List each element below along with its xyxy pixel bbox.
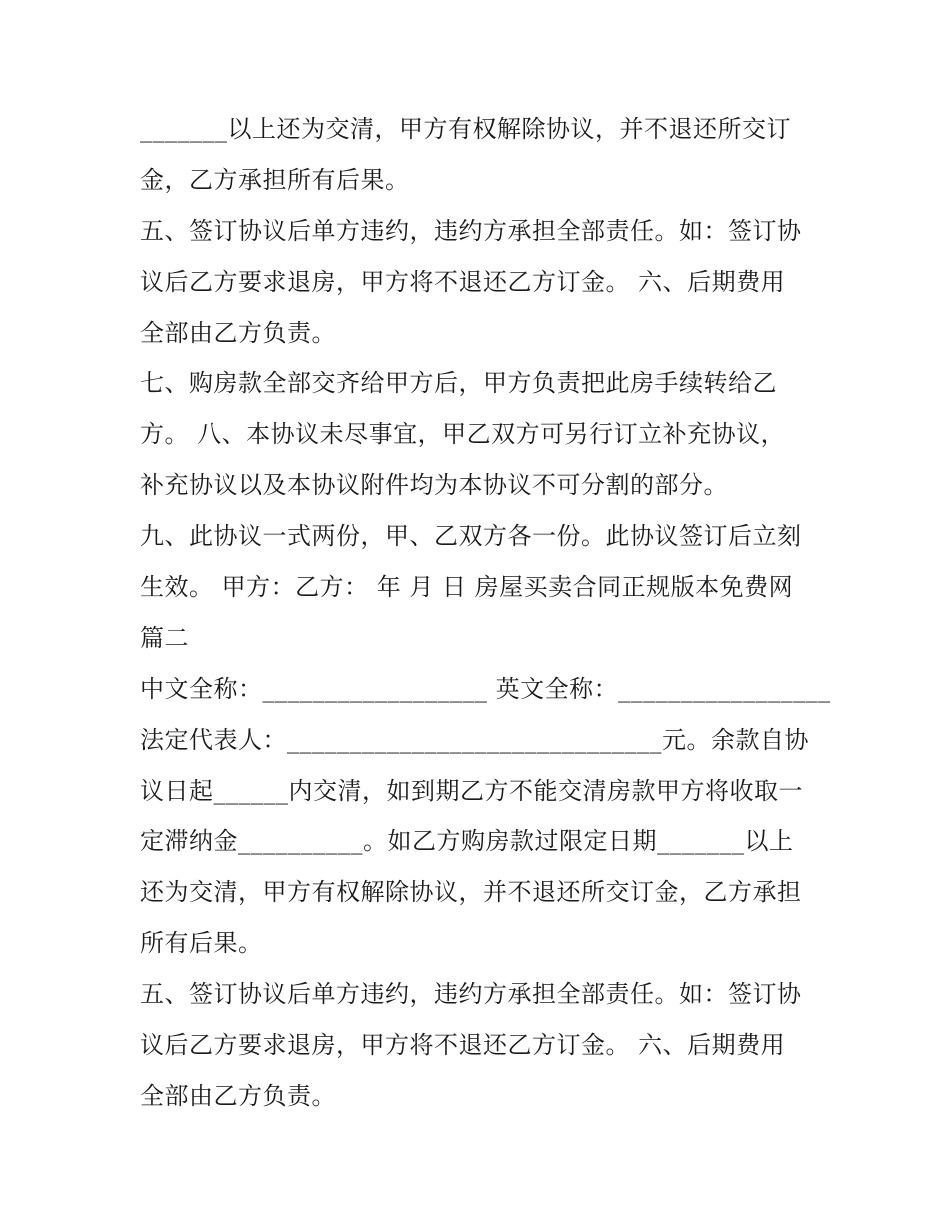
text-line: 中文全称：__________________ 英文全称：_________________ — [140, 674, 831, 703]
text-line: 九、此协议一式两份，甲、乙双方各一份。此协议签订后立刻 — [140, 522, 802, 551]
text-line: 议日起______内交清，如到期乙方不能交清房款甲方将收取一 — [140, 776, 803, 805]
text-line: 定滞纳金__________。如乙方购房款过限定日期_______以上 — [140, 827, 794, 856]
text-line: 金，乙方承担所有后果。 — [140, 165, 410, 194]
text-line: 全部由乙方负责。 — [140, 1081, 336, 1110]
text-line: 所有后果。 — [140, 929, 263, 958]
text-line: 七、购房款全部交齐给甲方后，甲方负责把此房手续转给乙 — [140, 369, 777, 398]
document-page — [140, 104, 831, 1122]
text-line: 议后乙方要求退房，甲方将不退还乙方订金。 六、后期费用 — [140, 267, 786, 296]
text-line: 五、签订协议后单方违约，违约方承担全部责任。如：签订协 — [140, 216, 802, 245]
text-line: 法定代表人：______________________________元。余款自协 — [140, 725, 809, 754]
text-line: 生效。 甲方：乙方： 年 月 日 房屋买卖合同正规版本免费网 — [140, 573, 794, 602]
text-line: _______以上还为交清，甲方有权解除协议，并不退还所交订 — [140, 115, 791, 143]
text-line: 方。 八、本协议未尽事宜，甲乙双方可另行订立补充协议， — [140, 420, 786, 449]
text-line: 全部由乙方负责。 — [140, 318, 336, 347]
text-line: 五、签订协议后单方违约，违约方承担全部责任。如：签订协 — [140, 980, 802, 1009]
text-line: 还为交清，甲方有权解除协议，并不退还所交订金，乙方承担 — [140, 878, 802, 907]
section-heading: 篇二 — [140, 623, 189, 652]
text-line: 补充协议以及本协议附件均为本协议不可分割的部分。 — [140, 471, 728, 500]
text-line: 议后乙方要求退房，甲方将不退还乙方订金。 六、后期费用 — [140, 1031, 786, 1060]
